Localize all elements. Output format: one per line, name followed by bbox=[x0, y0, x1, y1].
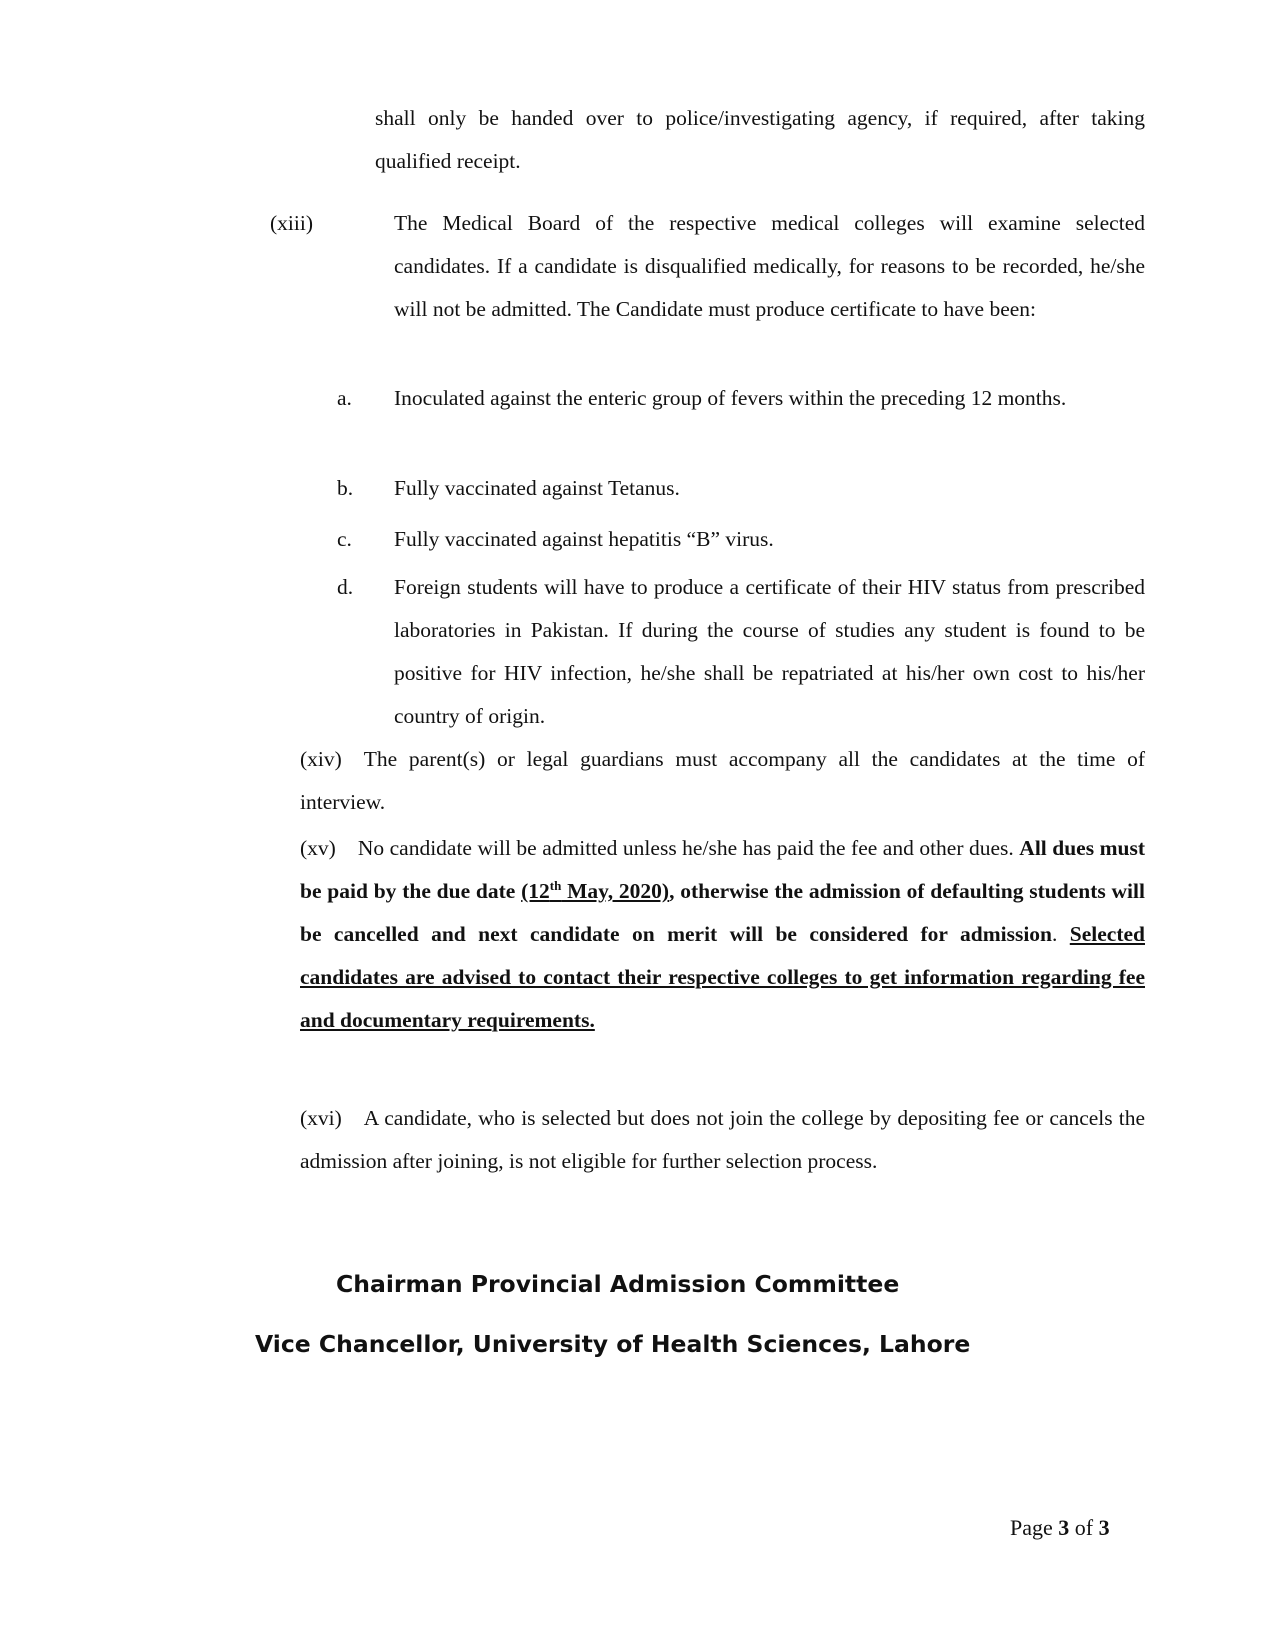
item-xv-label: (xv) bbox=[300, 836, 336, 860]
subitem-d-text: Foreign students will have to produce a certificate of their HIV status from prescribed laboratories in Pakistan. If during the course of studies any student is found to be positive for HIV infection, he/she shall be repatriated at his/her own cost to his/her country of origin. bbox=[394, 575, 1145, 728]
item-xiv-text: The parent(s) or legal guardians must accompany all the candidates at the time of interview. bbox=[300, 747, 1145, 814]
item-xvi-label: (xvi) bbox=[300, 1106, 342, 1130]
due-date: (12th May, 2020) bbox=[521, 877, 670, 903]
subitem-d-label: d. bbox=[337, 575, 354, 599]
subitem-c-label: c. bbox=[337, 527, 352, 551]
subitem-b-text: Fully vaccinated against Tetanus. bbox=[394, 476, 680, 500]
item-xiii-label: (xiii) bbox=[270, 211, 313, 235]
defaulting-notice-bold: , otherwise the admission of defaulting students will be cancelled and next candidate on merit will be considered for admission bbox=[300, 879, 1145, 946]
signature-vice-chancellor: Vice Chancellor, University of Health Sciences, Lahore bbox=[255, 1330, 971, 1358]
due-notice-bold: All dues must be paid by the due date bbox=[300, 836, 1145, 903]
page-number: Page 3 of 3 bbox=[1010, 1515, 1110, 1540]
item-xv: (xv) No candidate will be admitted unless he/she has paid the fee and other dues. All dues must be paid by the due date (12th May, 2020), otherwise the admission of defaulting students will be cancelled and next candidate on merit will be considered for admission. Selected candidates are advised to contact their respective colleges to get information regarding fee and documentary requirements. bbox=[300, 827, 1145, 1042]
item-xvi bbox=[300, 1097, 1145, 1183]
item-xiv-label: (xiv) bbox=[300, 747, 342, 771]
item-xvi-text: A candidate, who is selected but does not join the college by depositing fee or cancels the admission after joining, is not eligible for further selection process. bbox=[300, 1106, 1145, 1173]
item-xiv bbox=[300, 738, 1145, 824]
contact-colleges-notice: Selected candidates are advised to contact their respective colleges to get information regarding fee and documentary requirements. bbox=[300, 922, 1145, 1032]
subitem-a-text: Inoculated against the enteric group of fevers within the preceding 12 months. bbox=[394, 386, 1067, 410]
item-xv-text: No candidate will be admitted unless he/she has paid the fee and other dues. bbox=[357, 836, 1014, 860]
subitem-c-text: Fully vaccinated against hepatitis “B” virus. bbox=[394, 527, 774, 551]
signature-chairman: Chairman Provincial Admission Committee bbox=[336, 1270, 900, 1298]
continuation-paragraph: shall only be handed over to police/investigating agency, if required, after taking qualified receipt. bbox=[375, 106, 1145, 173]
subitem-a-label: a. bbox=[337, 386, 352, 410]
item-xiii-text: The Medical Board of the respective medical colleges will examine selected candidates. If a candidate is disqualified medically, for reasons to be recorded, he/she will not be admitted. The Candidate must produce certificate to have been: bbox=[394, 211, 1145, 321]
subitem-b-label: b. bbox=[337, 476, 354, 500]
